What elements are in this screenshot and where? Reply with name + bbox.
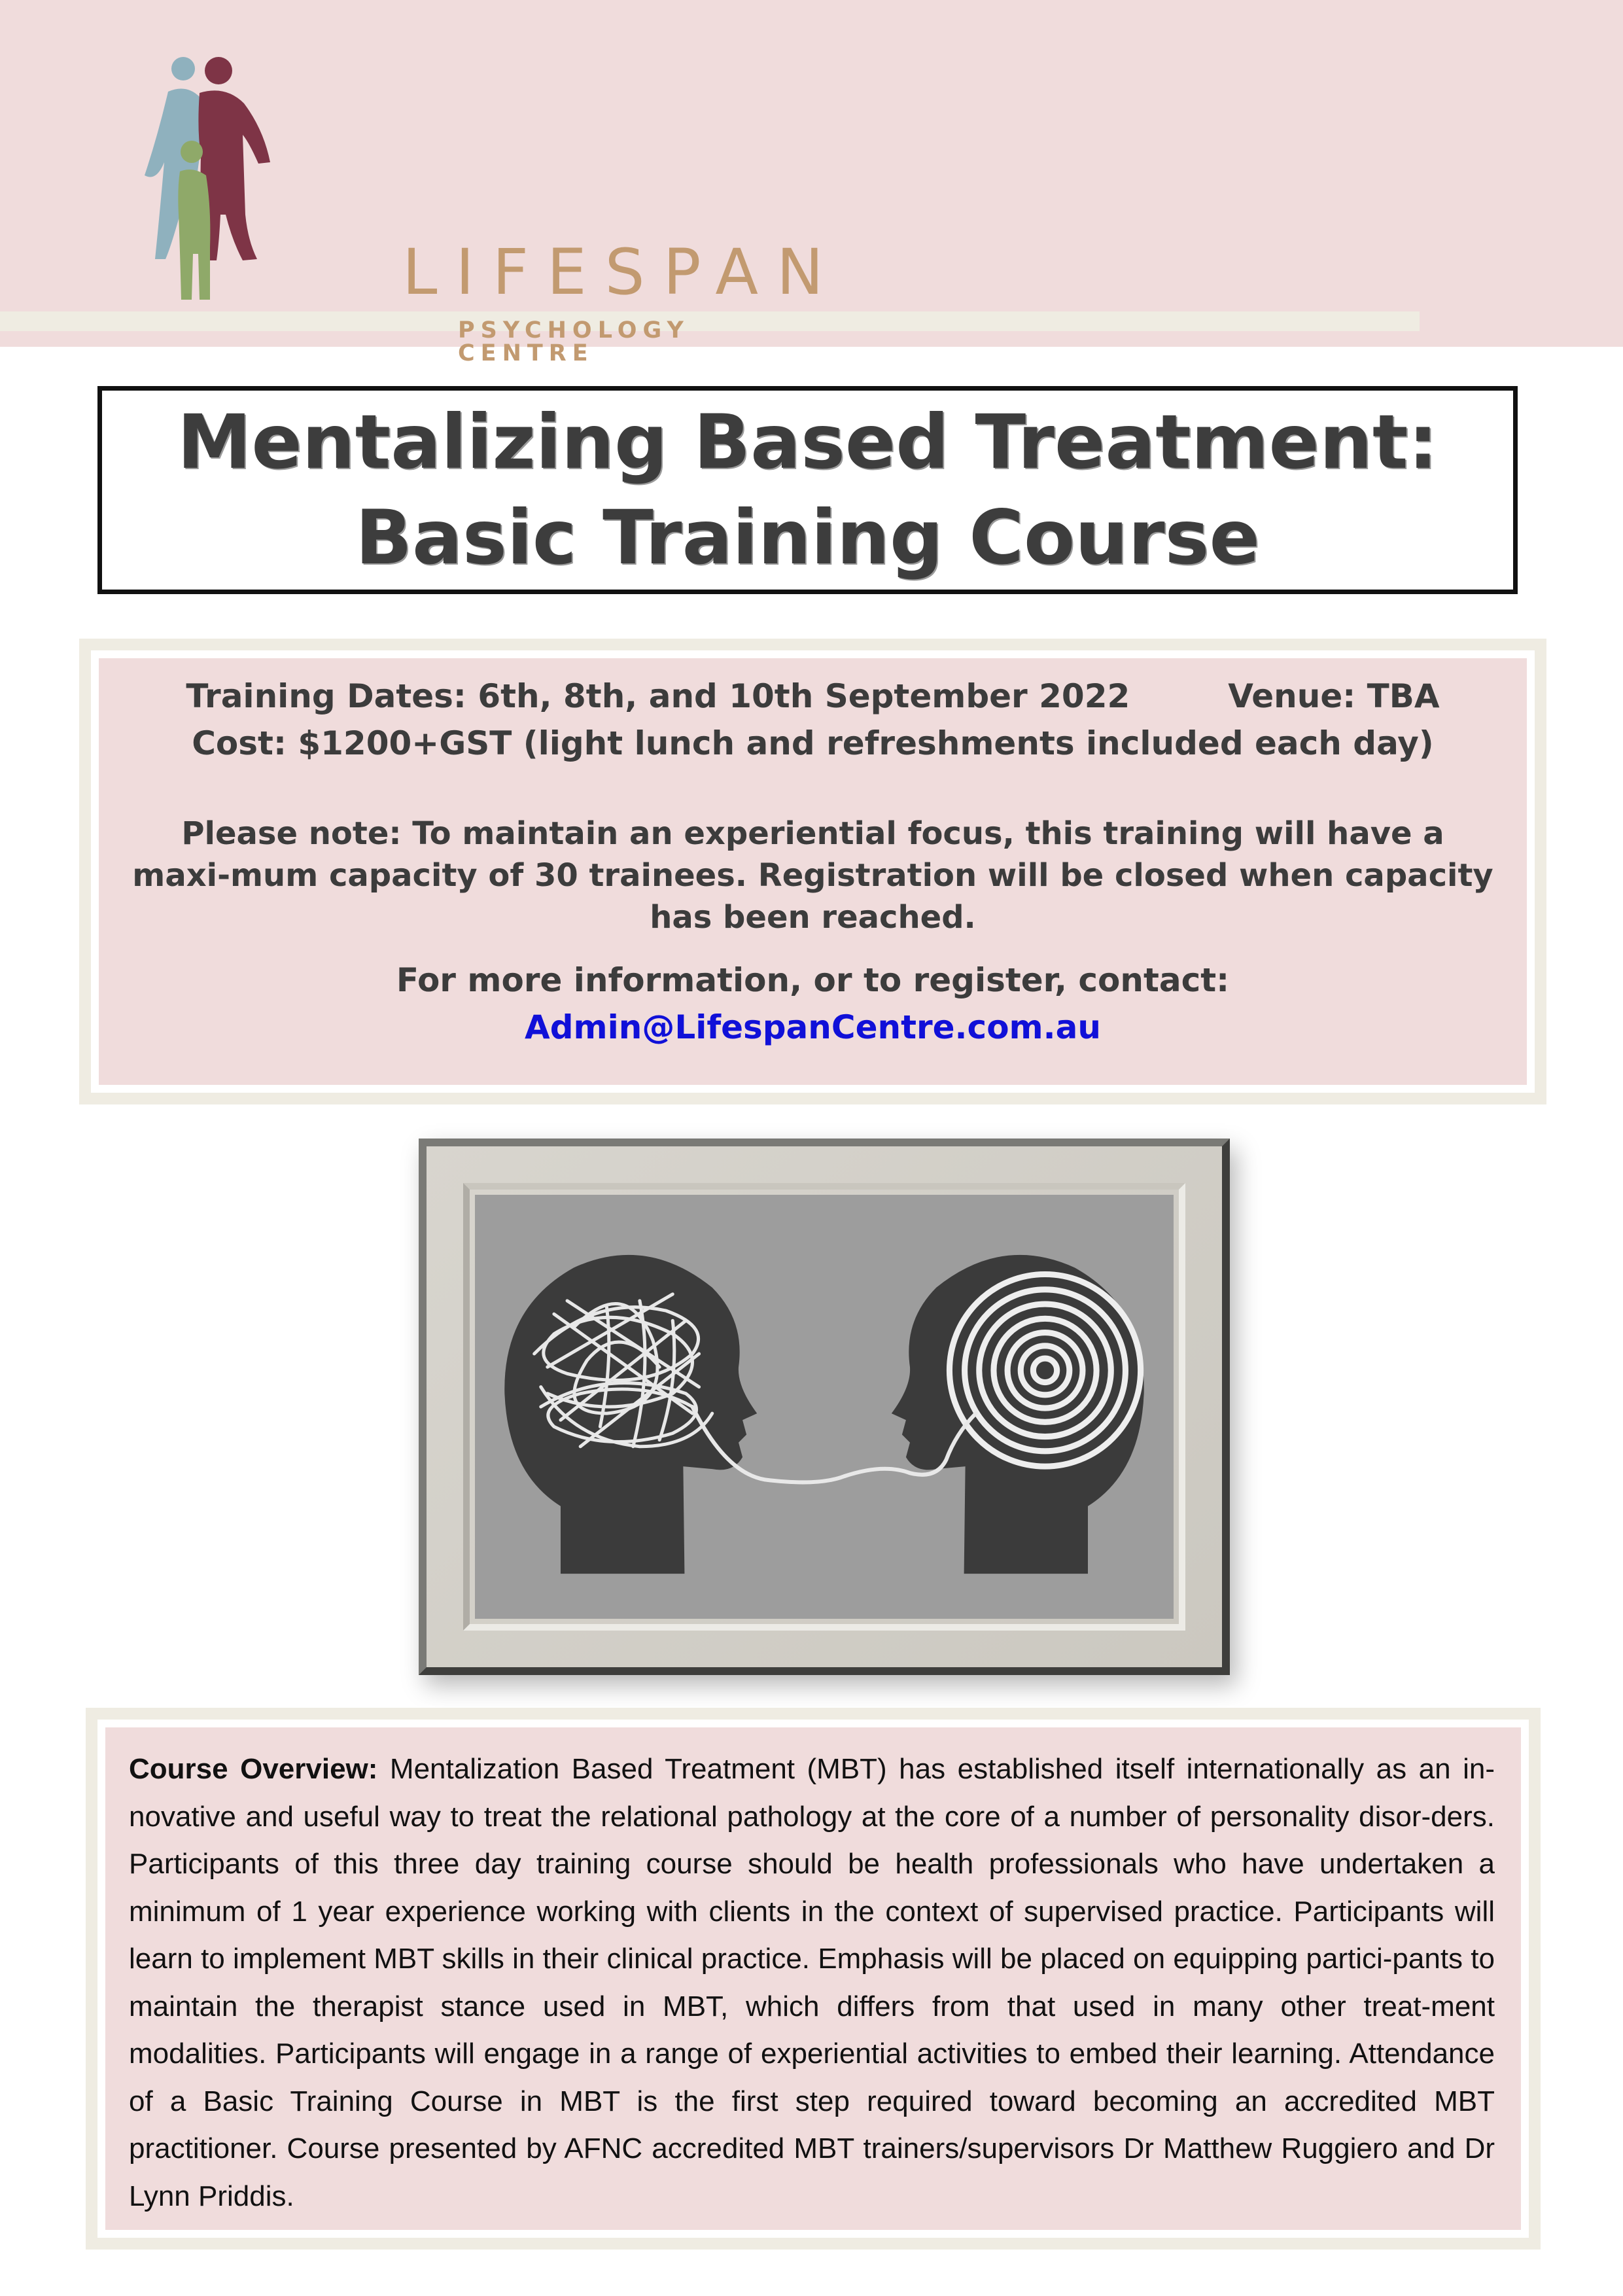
overview-paragraph: [105, 1727, 1521, 2230]
logo-wordmark: LIFESPAN: [402, 236, 842, 309]
page-title-line-1: Mentalizing Based Treatment:: [177, 398, 1439, 486]
overview-panel: [86, 1708, 1541, 2250]
overview-label: Course Overview:: [129, 1753, 378, 1785]
dates-venue-row: [125, 673, 1501, 720]
contact-prefix: For more information, or to register, contact:: [396, 961, 1230, 999]
contact-line: [125, 957, 1501, 1051]
framed-illustration: [419, 1139, 1230, 1675]
logo: [128, 51, 842, 366]
overview-text: Mentalization Based Treatment (MBT) has established itself internationally as an in-novative and useful way to treat the relational pathology at the core of a number of personality disor-ders. Participants of this three day training course should be health professionals who have undertaken a minimum of 1 year experience working with clients in the context of supervised practice. Participants will learn to implement MBT skills in their clinical practice. Emphasis will be placed on equipping partici-pants to maintain the therapist stance used in MBT, which differs from that used in many other treat-ment modalities. Participants will engage in a range of experiential activities to embed their learning. Attendance of a Basic Training Course in MBT is the first step required toward becoming an accredited MBT practitioner. Course presented by AFNC accredited MBT trainers/supervisors Dr Matthew Ruggiero and Dr Lynn Priddis.: [129, 1753, 1495, 2212]
training-dates: Training Dates: 6th, 8th, and 10th September 2022: [186, 677, 1130, 715]
capacity-note: Please note: To maintain an experiential focus, this training will have a maxi-mum capacity of 30 trainees. Registration will be closed when capacity has been reached.: [132, 815, 1493, 936]
page-title-line-2: Basic Training Course: [355, 494, 1260, 581]
contact-email-link[interactable]: Admin@LifespanCentre.com.au: [525, 1008, 1101, 1046]
logo-subtitle: PSYCHOLOGY CENTRE: [458, 317, 689, 366]
title-box: [97, 386, 1518, 594]
info-panel: [79, 639, 1546, 1104]
cost: Cost: $1200+GST (light lunch and refreshments included each day): [192, 724, 1434, 762]
family-figures-icon: [128, 51, 324, 313]
two-heads-mentalizing-icon: [475, 1195, 1174, 1619]
venue: Venue: TBA: [1228, 677, 1440, 715]
